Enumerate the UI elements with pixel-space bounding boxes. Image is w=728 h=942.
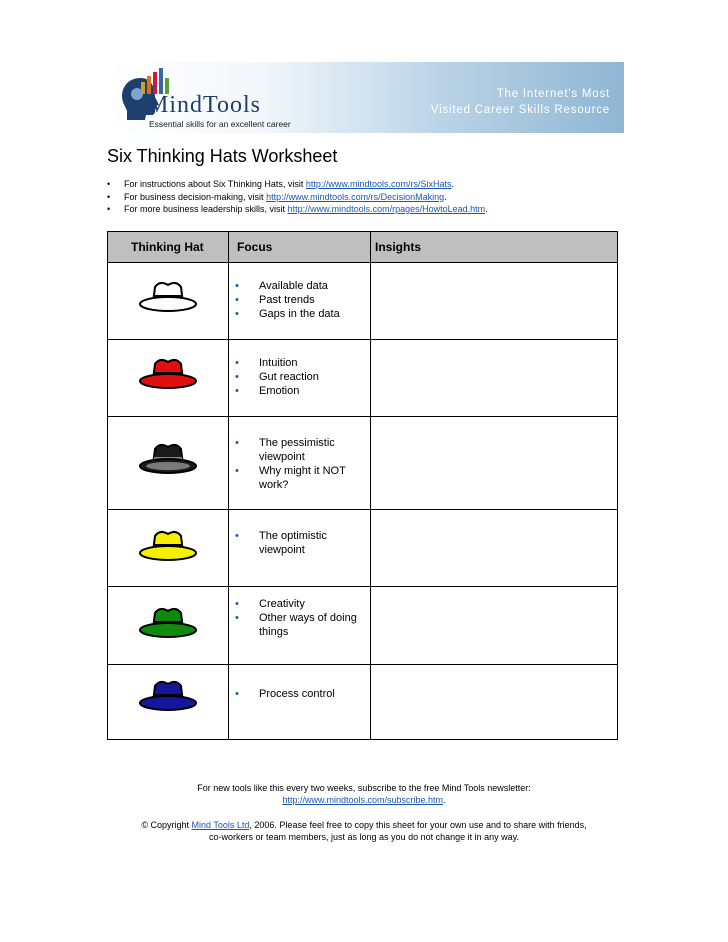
- page-title: Six Thinking Hats Worksheet: [107, 146, 338, 166]
- blue-hat-icon: [138, 676, 198, 716]
- worksheet-table: [107, 231, 618, 740]
- brand-tagline: Essential skills for an excellent career: [149, 119, 291, 129]
- focus-list: [233, 436, 359, 492]
- list-item: • For more business leadership skills, visit http://www.mindtools.com/rpages/HowtoLead.htm.: [107, 203, 488, 216]
- black-hat-icon: [138, 439, 198, 479]
- focus-list: [233, 356, 359, 398]
- focus-item: • Available data: [233, 279, 359, 293]
- table-row: [108, 509, 617, 587]
- yellow-hat-icon: [138, 526, 198, 566]
- focus-item: • Intuition: [233, 356, 359, 370]
- focus-list: [233, 279, 359, 321]
- subscribe-link[interactable]: http://www.mindtools.com/subscribe.htm: [282, 795, 444, 805]
- copyright-line-2: co-workers or team members, just as long as you do not change it in any way.: [209, 832, 519, 842]
- banner-slogan-line2: Visited Career Skills Resource: [430, 104, 610, 116]
- table-row: [108, 664, 617, 740]
- focus-item: • Gaps in the data: [233, 307, 359, 321]
- table-row: [108, 586, 617, 665]
- copyright-line: © Copyright Mind Tools Ltd, 2006. Please feel free to copy this sheet for your own use and to share with friends,: [141, 820, 587, 830]
- banner-slogan-line1: The Internet's Most: [496, 88, 610, 100]
- newsletter-text: For new tools like this every two weeks, subscribe to the free Mind Tools newsletter:: [197, 783, 531, 793]
- focus-item: • Creativity: [233, 597, 359, 611]
- newsletter-link-line: http://www.mindtools.com/subscribe.htm.: [282, 795, 446, 805]
- focus-item: • Other ways of doing things: [233, 611, 359, 639]
- header-insights: Insights: [375, 240, 422, 254]
- how-to-lead-link[interactable]: http://www.mindtools.com/rpages/HowtoLead.htm: [287, 204, 486, 214]
- decision-making-link[interactable]: http://www.mindtools.com/rs/DecisionMaking: [266, 191, 445, 202]
- focus-item: • The pessimistic viewpoint: [233, 436, 359, 464]
- table-row: [108, 339, 617, 417]
- instruction-links: [107, 178, 488, 216]
- focus-list: [233, 597, 359, 639]
- header-banner: [107, 62, 624, 133]
- focus-item: • The optimistic viewpoint: [233, 529, 359, 557]
- list-item: • For business decision-making, visit http://www.mindtools.com/rs/DecisionMaking.: [107, 191, 488, 204]
- red-hat-icon: [138, 354, 198, 394]
- table-row: [108, 416, 617, 510]
- focus-item: • Process control: [233, 687, 359, 701]
- header-thinking-hat: Thinking Hat: [131, 240, 204, 254]
- focus-item: • Why might it NOT work?: [233, 464, 359, 492]
- green-hat-icon: [138, 603, 198, 643]
- list-item: • For instructions about Six Thinking Hats, visit http://www.mindtools.com/rs/SixHats.: [107, 178, 488, 191]
- focus-item: • Past trends: [233, 293, 359, 307]
- focus-list: [233, 529, 359, 557]
- white-hat-icon: [138, 277, 198, 317]
- brand-logo-text: MindTools: [147, 92, 261, 118]
- mind-tools-ltd-link[interactable]: Mind Tools Ltd: [191, 820, 250, 830]
- table-row: [108, 262, 617, 340]
- header-focus: Focus: [237, 240, 273, 254]
- focus-item: • Gut reaction: [233, 370, 359, 384]
- six-hats-link[interactable]: http://www.mindtools.com/rs/SixHats: [305, 179, 452, 189]
- focus-list: [233, 687, 359, 701]
- logo-bars-icon: [141, 68, 171, 94]
- focus-item: • Emotion: [233, 384, 359, 398]
